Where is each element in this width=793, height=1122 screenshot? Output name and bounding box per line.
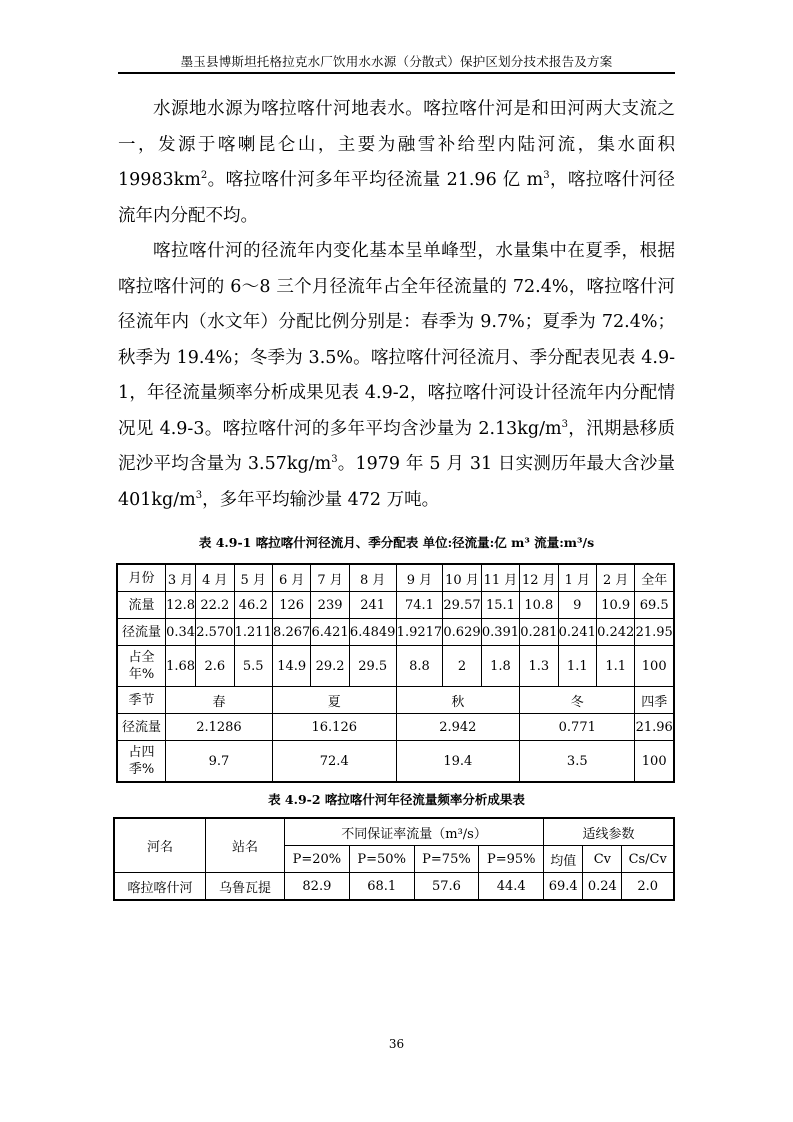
- paragraph-1: [118, 92, 675, 234]
- paragraph-text: ，汛期悬移质泥沙平均含量为 3.57kg/m: [118, 418, 676, 474]
- header-cell: P=95%: [479, 846, 544, 873]
- table-cell: 11 月: [481, 564, 519, 592]
- table-row: [114, 873, 674, 901]
- header-flow-group: 不同保证率流量（m³/s）: [285, 818, 544, 846]
- table-cell: 0.242: [596, 619, 634, 646]
- table-row-season: [117, 687, 674, 714]
- header-cell: 均值: [544, 846, 583, 873]
- table-cell: 100: [635, 741, 674, 783]
- table-cell: 29.57: [443, 592, 481, 619]
- table-cell: 2.942: [396, 714, 520, 741]
- table-cell: 29.5: [349, 646, 396, 687]
- running-header: 墨玉县博斯坦托格拉克水厂饮用水水源（分散式）保护区划分技术报告及方案: [180, 54, 613, 69]
- superscript: 3: [331, 454, 338, 466]
- row-label: 径流量: [117, 619, 166, 646]
- table-cell: 0.241: [558, 619, 596, 646]
- header-station: 站名: [206, 818, 285, 873]
- table-cell: 21.96: [635, 714, 674, 741]
- header-river: 河名: [114, 818, 206, 873]
- table-cell: 72.4: [272, 741, 396, 783]
- paragraph-text: 。喀拉喀什河多年平均径流量 21.96 亿 m: [207, 170, 544, 190]
- table-cell: 喀拉喀什河: [114, 873, 206, 901]
- table-cell: 夏: [272, 687, 396, 714]
- superscript: 3: [195, 489, 203, 501]
- table-cell: 2.6: [196, 646, 234, 687]
- table-cell: 1.9217: [396, 619, 443, 646]
- superscript: 2: [200, 170, 208, 182]
- table-cell: 57.6: [414, 873, 479, 901]
- table-cell: 46.2: [234, 592, 272, 619]
- table-cell: 126: [272, 592, 310, 619]
- paragraph-text: ，多年平均输沙量 472 万吨。: [202, 489, 440, 510]
- body-text: [118, 92, 675, 518]
- paragraph-text: 水源地水源为喀拉喀什河地表水。喀拉喀什河是和田河两大支流之一，发源于喀喇昆仑山，主要为融雪补给型内陆河流，集水面积19983km: [118, 99, 675, 190]
- table-cell: 1.3: [520, 646, 558, 687]
- table-cell: 2.1286: [166, 714, 273, 741]
- table-cell: 9.7: [166, 741, 273, 783]
- table-cell: 4 月: [196, 564, 234, 592]
- table-cell: 10 月: [443, 564, 481, 592]
- table-cell: 乌鲁瓦提: [206, 873, 285, 901]
- superscript: 3: [543, 170, 550, 182]
- header-cell: P=50%: [349, 846, 414, 873]
- table-header-row: [114, 818, 674, 846]
- table-cell: 冬: [520, 687, 635, 714]
- table-cell: 8 月: [349, 564, 396, 592]
- table-cell: 19.4: [396, 741, 520, 783]
- row-label: 月份: [117, 564, 166, 592]
- row-label: 径流量: [117, 714, 166, 741]
- superscript: 3: [561, 418, 568, 430]
- table-cell: 9: [558, 592, 596, 619]
- row-label: 流量: [117, 592, 166, 619]
- table-cell: 0.24: [583, 873, 622, 901]
- table-cell: 29.2: [311, 646, 349, 687]
- table-4-9-2-caption: 表 4.9-2 喀拉喀什河年径流量频率分析成果表: [268, 792, 525, 807]
- paragraph-text: 。1979 年 5 月 31 日实测历年最大含沙量 401kg/m: [118, 454, 675, 510]
- table-cell: 74.1: [396, 592, 443, 619]
- table-cell: 0.34: [166, 619, 196, 646]
- paragraph-text: ，喀拉喀什河径流年内分配不均。: [118, 170, 675, 226]
- table-cell: 0.771: [520, 714, 635, 741]
- table-cell: 2: [443, 646, 481, 687]
- table-cell: 69.5: [635, 592, 674, 619]
- table-cell: 春: [166, 687, 273, 714]
- page-number: 36: [388, 1037, 405, 1051]
- paragraph-2: [118, 234, 675, 518]
- runoff-distribution-table: [116, 563, 675, 783]
- table-row-flow: [117, 592, 674, 619]
- table-cell: 12 月: [520, 564, 558, 592]
- header-cell: P=75%: [414, 846, 479, 873]
- table-cell: 82.9: [285, 873, 350, 901]
- table-cell: 44.4: [479, 873, 544, 901]
- table-cell: 6.4849: [349, 619, 396, 646]
- table-row-month: [117, 564, 674, 592]
- table-4-9-1-caption: 表 4.9-1 喀拉喀什河径流月、季分配表 单位:径流量:亿 m³ 流量:m³/s: [198, 535, 595, 550]
- table-cell: 1.1: [558, 646, 596, 687]
- table-cell: 0.391: [481, 619, 519, 646]
- table-row-season-percent: [117, 741, 674, 783]
- table-cell: 100: [635, 646, 674, 687]
- table-cell: 3 月: [166, 564, 196, 592]
- table-cell: 239: [311, 592, 349, 619]
- table-row-season-runoff: [117, 714, 674, 741]
- table-cell: 全年: [635, 564, 674, 592]
- table-cell: 1 月: [558, 564, 596, 592]
- table-cell: 3.5: [520, 741, 635, 783]
- table-cell: 22.2: [196, 592, 234, 619]
- table-cell: 7 月: [311, 564, 349, 592]
- table-row-runoff: [117, 619, 674, 646]
- table-cell: 四季: [635, 687, 674, 714]
- paragraph-text: 喀拉喀什河的径流年内变化基本呈单峰型，水量集中在夏季，根据喀拉喀什河的 6～8 三个月径流年占全年径流量的 72.4%，喀拉喀什河径流年内（水文年）分配比例分别是：春季为 9.7%；夏季为 72.4%；秋季为 19.4%；冬季为 3.5%。喀拉喀什河径流月、季分配表见表 4.9-1，年径流量频率分析成果见表 4.9-2，喀拉喀什河设计径流年内分配情况见 4.9-3。喀拉喀什河的多年平均含沙量为 2.13kg/m: [118, 241, 675, 439]
- table-cell: 14.9: [272, 646, 310, 687]
- table-cell: 10.9: [596, 592, 634, 619]
- table-cell: 0.629: [443, 619, 481, 646]
- table-cell: 21.95: [635, 619, 674, 646]
- table-cell: 15.1: [481, 592, 519, 619]
- header-cell: Cs/Cv: [622, 846, 674, 873]
- row-label: 占全年%: [117, 646, 166, 687]
- row-label: 占四季%: [117, 741, 166, 783]
- header-rule: [118, 72, 675, 74]
- table-cell: 5.5: [234, 646, 272, 687]
- table-cell: 0.281: [520, 619, 558, 646]
- header-param-group: 适线参数: [544, 818, 674, 846]
- table-cell: 8.8: [396, 646, 443, 687]
- table-cell: 12.8: [166, 592, 196, 619]
- table-cell: 69.4: [544, 873, 583, 901]
- table-cell: 9 月: [396, 564, 443, 592]
- table-cell: 1.68: [166, 646, 196, 687]
- table-cell: 8.267: [272, 619, 310, 646]
- table-cell: 2 月: [596, 564, 634, 592]
- frequency-analysis-table: [113, 817, 675, 901]
- table-cell: 10.8: [520, 592, 558, 619]
- table-row-percent-year: [117, 646, 674, 687]
- table-cell: 68.1: [349, 873, 414, 901]
- table-cell: 2.0: [622, 873, 674, 901]
- table-cell: 5 月: [234, 564, 272, 592]
- table-cell: 1.8: [481, 646, 519, 687]
- table-cell: 16.126: [272, 714, 396, 741]
- header-cell: P=20%: [285, 846, 350, 873]
- table-cell: 6 月: [272, 564, 310, 592]
- row-label: 季节: [117, 687, 166, 714]
- table-cell: 1.211: [234, 619, 272, 646]
- table-cell: 1.1: [596, 646, 634, 687]
- table-cell: 241: [349, 592, 396, 619]
- table-cell: 6.421: [311, 619, 349, 646]
- table-cell: 2.570: [196, 619, 234, 646]
- table-cell: 秋: [396, 687, 520, 714]
- header-cell: Cv: [583, 846, 622, 873]
